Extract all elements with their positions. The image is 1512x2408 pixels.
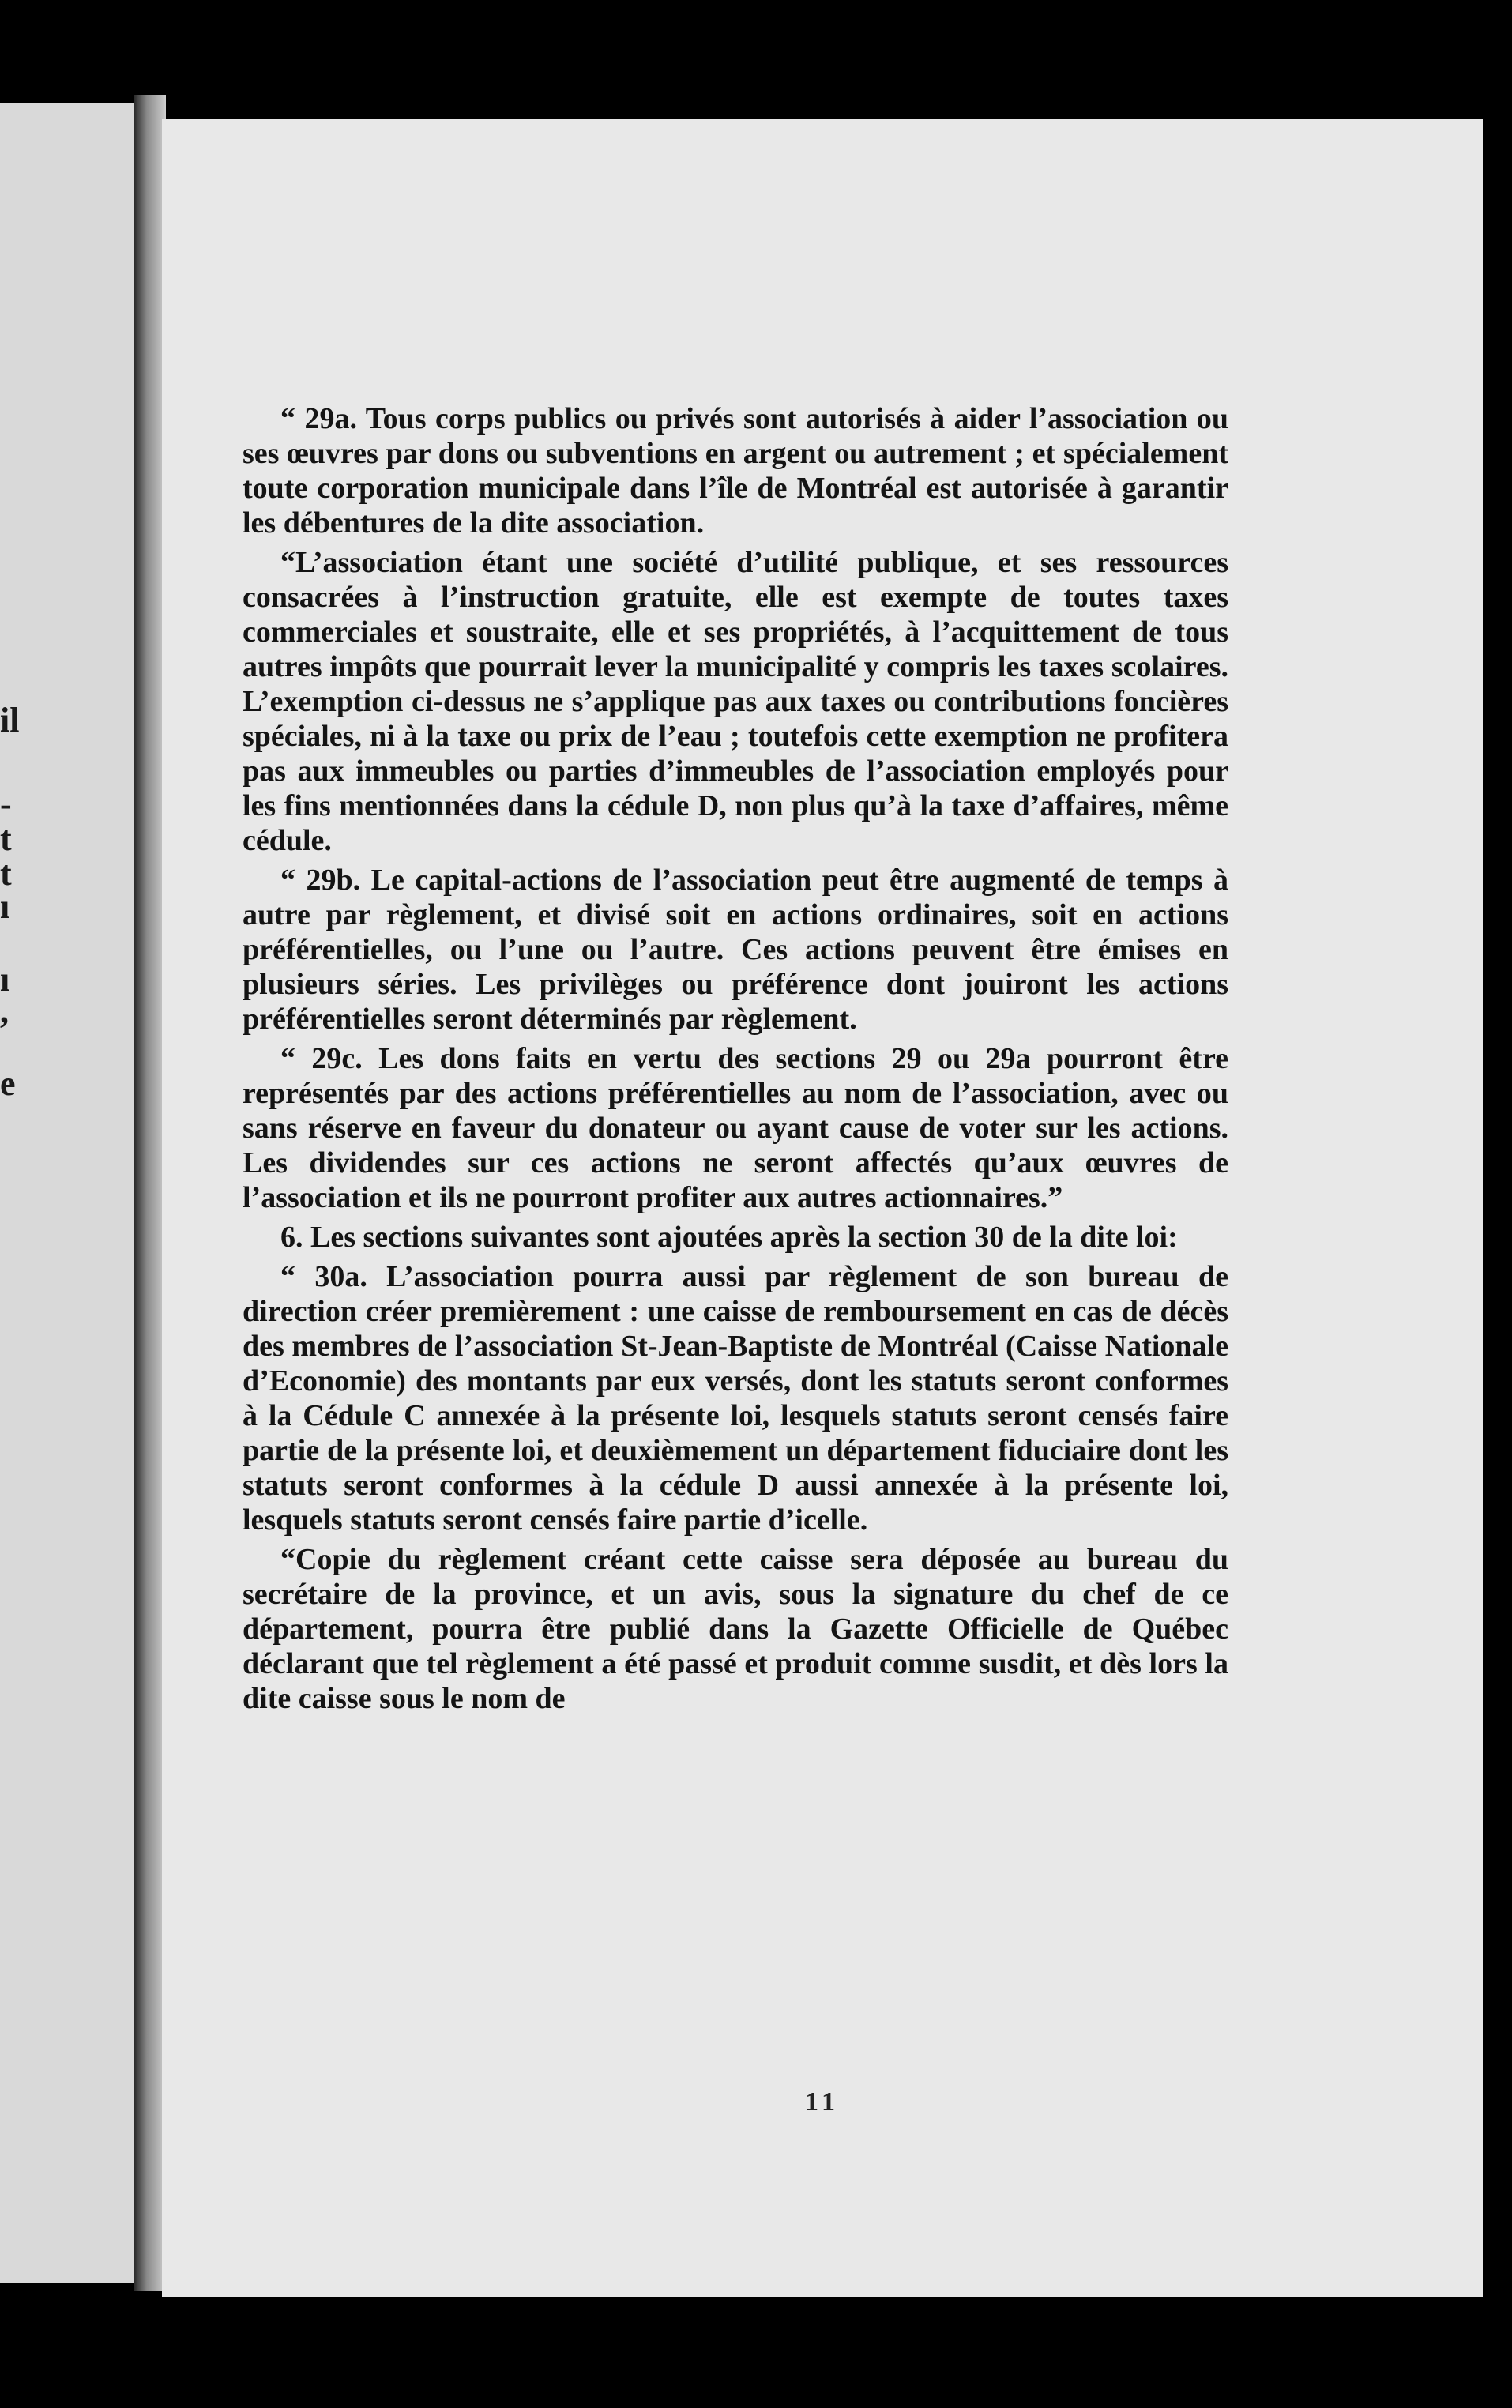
- paragraph-tax-exemption: “L’association étant une société d’utilité publique, et ses ressources consacrées à l’instruction gratuite, elle est exempte de toutes taxes commerciales et soustraite, elle et ses propriétés, à l’acquittement de tous autres impôts que pourrait lever la municipalité y compris les taxes scolaires. L’exemption ci-dessus ne s’applique pas aux taxes ou contributions foncières spéciales, ni à la taxe ou prix de l’eau ; toutefois cette exemption ne profitera pas aux immeubles ou parties d’immeubles de l’association employés pour les fins mentionnées dans la cédule D, non plus qu’à la taxe d’affaires, même cédule.: [243, 546, 1228, 857]
- page-body: [243, 401, 1228, 1721]
- adjacent-page-fragment: ı: [0, 887, 10, 926]
- paragraph-copie-reglement: “Copie du règlement créant cette caisse sera déposée au bureau du secrétaire de la province, et un avis, sous la signature du chef de ce département, pourra être publié dans la Gazette Officielle de Québec déclarant que tel règlement a été passé et produit comme susdit, et dès lors la dite caisse sous le nom de: [243, 1543, 1228, 1715]
- page-number: 11: [804, 2087, 841, 2116]
- paragraph-29a: “ 29a. Tous corps publics ou privés sont autorisés à aider l’association ou ses œuvres par dons ou subventions en argent ou autrement ; et spécialement toute corporation municipale dans l’île de Montréal est autorisée à garantir les débentures de la dite association.: [243, 402, 1228, 540]
- paragraph-29b: “ 29b. Le capital-actions de l’association peut être augmenté de temps à autre par règlement, et divisé soit en actions ordinaires, soit en actions préférentielles, ou l’une ou l’autre. Ces actions peuvent être émises en plusieurs séries. Les privilèges ou préférence dont jouiront les actions préférentielles seront déterminés par règlement.: [243, 863, 1228, 1036]
- adjacent-page: [0, 103, 134, 2283]
- paragraph-30a: “ 30a. L’association pourra aussi par règlement de son bureau de direction créer premièrement : une caisse de remboursement en cas de décès des membres de l’association St-Jean-Baptiste de Montréal (Caisse Nationale d’Economie) des montants par eux versés, dont les statuts seront conformes à la Cédule C annexée à la présente loi, lesquels statuts seront censés faire partie de la présente loi, et deuxièmement un département fiduciaire dont les statuts seront conformes à la cédule D aussi annexée à la présente loi, lesquels statuts seront censés faire partie d’icelle.: [243, 1260, 1228, 1537]
- adjacent-page-fragment: t: [0, 819, 12, 858]
- book-gutter: [134, 95, 166, 2291]
- adjacent-page-fragment: il: [0, 701, 20, 739]
- adjacent-page-fragment: -: [0, 784, 12, 823]
- adjacent-page-fragment: e: [0, 1064, 16, 1103]
- adjacent-page-fragment: t: [0, 854, 12, 893]
- adjacent-page-fragment: ,: [0, 991, 9, 1030]
- adjacent-page-fragment: ı: [0, 960, 10, 999]
- paragraph-section-6: 6. Les sections suivantes sont ajoutées après la section 30 de la dite loi:: [280, 1221, 1178, 1254]
- document-page: [162, 119, 1483, 2297]
- paragraph-29c: “ 29c. Les dons faits en vertu des sections 29 ou 29a pourront être représentés par des actions préférentielles au nom de l’association, avec ou sans réserve en faveur du donateur ou ayant cause de voter sur les actions. Les dividendes sur ces actions ne seront affectés qu’aux œuvres de l’association et ils ne pourront profiter aux autres actionnaires.”: [243, 1042, 1228, 1214]
